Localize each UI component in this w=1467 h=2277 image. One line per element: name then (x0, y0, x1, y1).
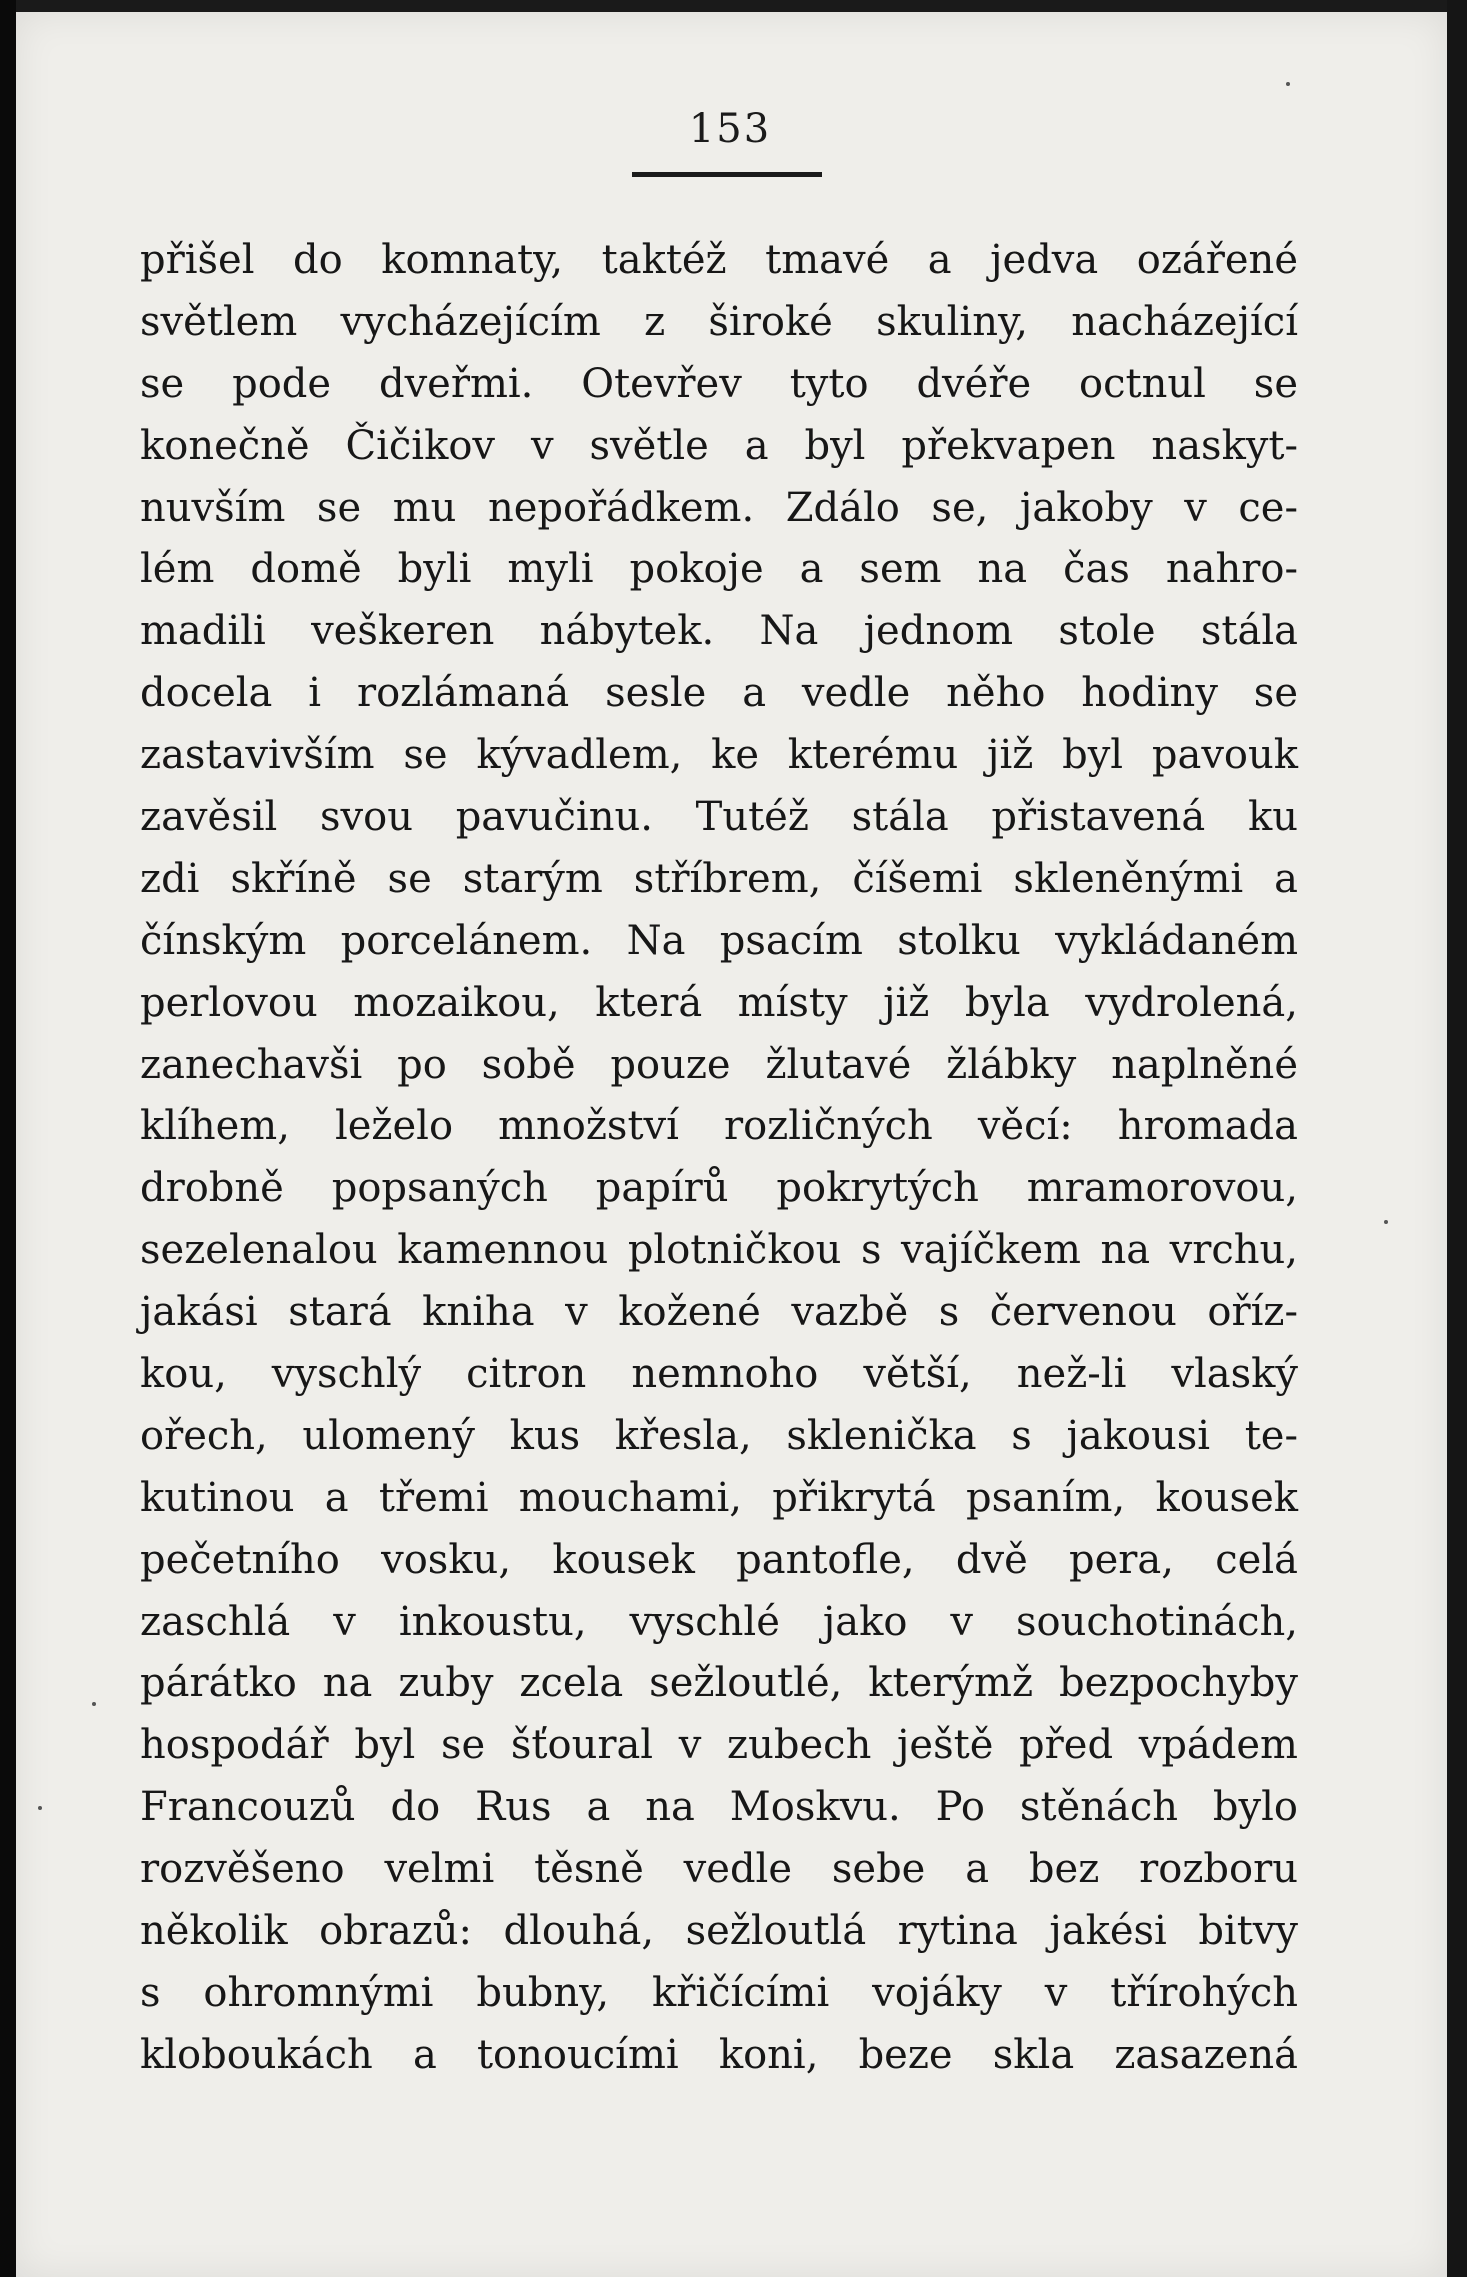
text-line: drobně popsaných papírů pokrytých mramorovou, (140, 1165, 1298, 1212)
text-line: s ohromnými bubny, křičícími vojáky v třírohých (140, 1969, 1298, 2016)
page-number-rule (632, 172, 822, 177)
paper-speck (92, 1702, 96, 1706)
page-number: 153 (688, 106, 772, 152)
text-line: párátko na zuby zcela sežloutlé, kterýmž bezpochyby (140, 1660, 1298, 1707)
text-line: světlem vycházejícím z široké skuliny, nacházející (140, 298, 1298, 345)
text-line: konečně Čičikov v světle a byl překvapen naskyt- (140, 422, 1298, 469)
text-line: ořech, ulomený kus křesla, sklenička s jakousi te- (140, 1412, 1298, 1459)
text-line: hospodář byl se šťoural v zubech ještě před vpádem (140, 1722, 1298, 1769)
text-line: nuvším se mu nepořádkem. Zdálo se, jakoby v ce- (140, 484, 1298, 531)
text-line: kutinou a třemi mouchami, přikrytá psaním, kousek (140, 1474, 1298, 1521)
text-line: kloboukách a tonoucími koni, beze skla zasazená (140, 2031, 1298, 2078)
text-line: se pode dveřmi. Otevřev tyto dvéře octnul se (140, 360, 1298, 407)
paper-speck (1384, 1220, 1388, 1224)
text-line: jakási stará kniha v kožené vazbě s červenou oříz- (140, 1289, 1298, 1336)
text-line: madili veškeren nábytek. Na jednom stole stála (140, 608, 1298, 655)
text-line: pečetního vosku, kousek pantofle, dvě pera, celá (140, 1536, 1298, 1583)
text-line: docela i rozlámaná sesle a vedle něho hodiny se (140, 670, 1298, 717)
text-line: sezelenalou kamennou plotničkou s vajíčkem na vrchu, (140, 1227, 1298, 1274)
text-line: zaschlá v inkoustu, vyschlé jako v souchotinách, (140, 1598, 1298, 1645)
text-line: perlovou mozaikou, která místy již byla vydrolená, (140, 979, 1298, 1026)
text-line: čínským porcelánem. Na psacím stolku vykládaném (140, 917, 1298, 964)
text-line: přišel do komnaty, taktéž tmavé a jedva ozářené (140, 237, 1298, 283)
text-line: kou, vyschlý citron nemnoho větší, než-li vlaský (140, 1351, 1298, 1398)
scan-edge-right (1447, 0, 1467, 2277)
body-text (140, 230, 1298, 2087)
scan-edge-left (0, 0, 16, 2277)
text-line: několik obrazů: dlouhá, sežloutlá rytina jakési bitvy (140, 1908, 1298, 1955)
text-line: zavěsil svou pavučinu. Tutéž stála přistavená ku (140, 794, 1298, 841)
text-line: Francouzů do Rus a na Moskvu. Po stěnách bylo (140, 1784, 1298, 1831)
paper-speck (38, 1806, 42, 1810)
text-line: zdi skříně se starým stříbrem, číšemi skleněnými a (140, 855, 1298, 902)
text-line: zanechavši po sobě pouze žlutavé žlábky naplněné (140, 1041, 1298, 1088)
text-line: lém domě byli myli pokoje a sem na čas nahro- (140, 546, 1298, 593)
text-line: klíhem, leželo množství rozličných věcí: hromada (140, 1103, 1298, 1150)
text-line: zastavivším se kývadlem, ke kterému již byl pavouk (140, 732, 1298, 779)
book-page (16, 12, 1447, 2277)
paper-speck (1286, 82, 1290, 86)
text-line: rozvěšeno velmi těsně vedle sebe a bez rozboru (140, 1846, 1298, 1893)
